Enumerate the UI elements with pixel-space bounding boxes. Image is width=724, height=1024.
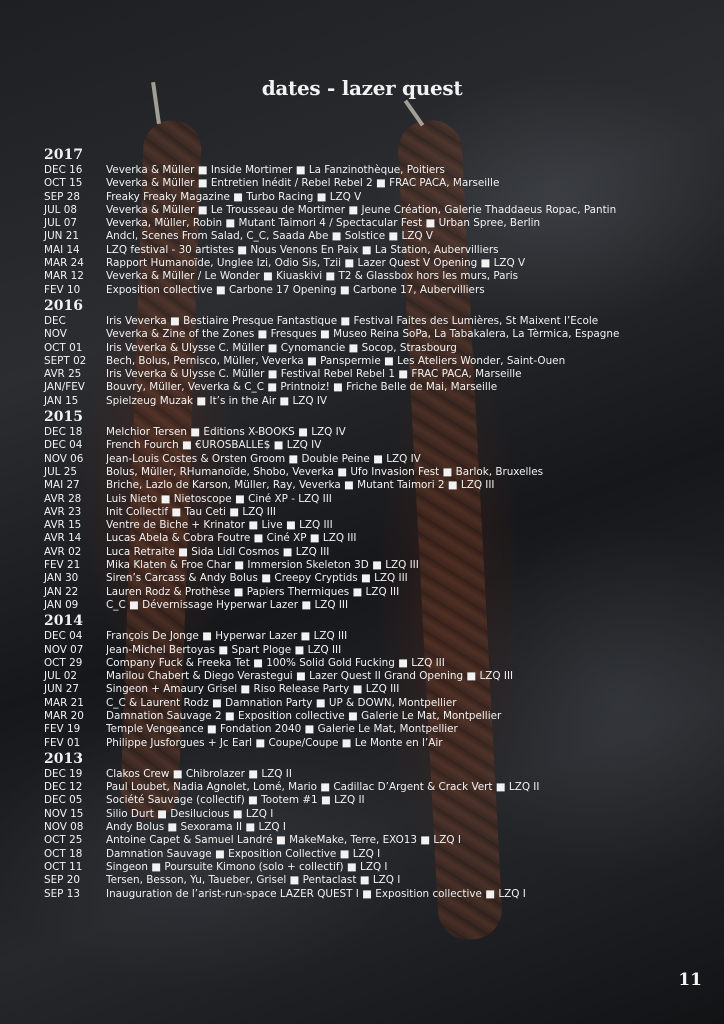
event-entry (44, 861, 694, 874)
year-heading: 2017 (44, 147, 83, 163)
event-entry (44, 586, 694, 599)
event-entry (44, 164, 694, 177)
event-entry (44, 493, 694, 506)
event-entry (44, 270, 694, 283)
event-entry (44, 644, 694, 657)
event-date: MAR 21 (44, 696, 84, 709)
event-entry (44, 848, 694, 861)
event-description: C_C & Laurent Rodz ■ Damnation Party ■ UP & DOWN, Montpellier (106, 696, 457, 709)
event-description: Briche, Lazlo de Karson, Müller, Ray, Veverka ■ Mutant Taimori 2 ■ LZQ III (106, 479, 495, 492)
event-description: Bolus, Müller, RHumanoïde, Shobo, Veverka ■ Ufo Invasion Fest ■ Barlok, Bruxelles (106, 465, 544, 478)
event-entry (44, 559, 694, 572)
event-entry (44, 821, 694, 834)
event-description: Mika Klaten & Froe Char ■ Immersion Skeleton 3D ■ LZQ III (106, 559, 419, 572)
event-description: Ventre de Biche + Krinator ■ Live ■ LZQ III (106, 519, 333, 532)
event-entry (44, 794, 694, 807)
event-description: Veverka & Müller ■ Inside Mortimer ■ La Fanzinothèque, Poitiers (106, 164, 445, 176)
event-date: JAN 30 (44, 572, 79, 585)
event-date: MAI 14 (44, 243, 80, 256)
event-description: Bouvry, Müller, Veverka & C_C ■ Printnoiz! ■ Friche Belle de Mai, Marseille (106, 381, 498, 394)
event-description: Damnation Sauvage ■ Exposition Collective ■ LZQ I (106, 847, 381, 860)
event-description: Andcl, Scenes From Salad, C_C, Saada Abe ■ Solstice ■ LZQ V (106, 230, 434, 243)
event-description: Antoine Capet & Samuel Landré ■ MakeMake, Terre, EXO13 ■ LZQ I (106, 834, 461, 847)
event-date: AVR 15 (44, 519, 82, 532)
event-description: LZQ festival - 30 artistes ■ Nous Venons En Paix ■ La Station, Aubervilliers (106, 243, 499, 256)
event-entry (44, 342, 694, 355)
event-description: Melchior Tersen ■ Éditions X-BOOKS ■ LZQ IV (106, 426, 346, 439)
event-description: Singeon ■ Poursuite Kimono (solo + collectif) ■ LZQ I (106, 860, 388, 873)
event-date: FEV 21 (44, 559, 81, 572)
year-heading: 2014 (44, 613, 83, 630)
event-entry (44, 572, 694, 585)
event-description: Siren’s Carcass & Andy Bolus ■ Creepy Cryptids ■ LZQ III (106, 572, 408, 585)
event-entry (44, 834, 694, 847)
event-date: SEP 28 (44, 190, 80, 203)
event-entry (44, 737, 694, 750)
event-entry (44, 683, 694, 696)
event-description: Iris Veverka & Ulysse C. Müller ■ Cynomancie ■ Socop, Strasbourg (106, 341, 457, 354)
event-entry (44, 768, 694, 781)
event-date: NOV (44, 328, 67, 341)
event-date: OCT 25 (44, 834, 83, 847)
event-entry (44, 710, 694, 723)
event-entry (44, 479, 694, 492)
event-description: Rapport Humanoïde, Unglee Izi, Odio Sis, Tzii ■ Lazer Quest V Opening ■ LZQ V (106, 257, 526, 270)
event-date: DEC 04 (44, 630, 83, 643)
event-date: MAR 20 (44, 709, 84, 722)
event-description: Lauren Rodz & Prothèse ■ Papiers Thermiques ■ LZQ III (106, 585, 400, 598)
event-entry (44, 439, 694, 452)
event-date: OCT 15 (44, 177, 83, 190)
event-date: JUL 25 (44, 465, 77, 478)
event-description: Marilou Chabert & Diego Verastegui ■ Lazer Quest II Grand Opening ■ LZQ III (106, 670, 514, 683)
event-description: Veverka & Müller ■ Le Trousseau de Mortimer ■ Jeune Création, Galerie Thaddaeus Ropac, Pantin (106, 203, 617, 216)
event-description: Init Collectif ■ Tau Ceti ■ LZQ III (106, 505, 276, 518)
event-date: AVR 23 (44, 505, 82, 518)
event-entry (44, 395, 694, 408)
event-description: Veverka & Zine of the Zones ■ Fresques ■ Museo Reina SoPa, La Tabakalera, La Tèrmica, Espagne (106, 328, 620, 341)
event-date: JUL 07 (44, 217, 77, 230)
event-entry (44, 506, 694, 519)
event-entry (44, 315, 694, 328)
event-date: MAI 27 (44, 479, 80, 492)
event-description: Clakos Crew ■ Chibrolazer ■ LZQ II (106, 767, 292, 780)
event-entry (44, 657, 694, 670)
event-entry (44, 368, 694, 381)
event-description: Spielzeug Muzak ■ It’s in the Air ■ LZQ IV (106, 394, 328, 407)
event-date: FEV 19 (44, 723, 81, 736)
event-entry (44, 781, 694, 794)
event-description: Andy Bolus ■ Sexorama II ■ LZQ I (106, 821, 286, 834)
event-date: NOV 06 (44, 452, 84, 465)
event-description: Philippe Jusforgues + Jc Earl ■ Coupe/Coupe ■ Le Monte en l’Air (106, 736, 443, 749)
event-date: MAR 24 (44, 257, 84, 270)
event-date: AVR 14 (44, 532, 82, 545)
event-entry (44, 630, 694, 643)
event-date: JUN 21 (44, 230, 79, 243)
event-description: Luis Nieto ■ Nietoscope ■ Ciné XP - LZQ III (106, 492, 332, 505)
event-date: OCT 29 (44, 656, 83, 669)
event-date: JUL 08 (44, 203, 77, 216)
event-date: NOV 15 (44, 807, 84, 820)
event-entry (44, 599, 694, 612)
page-number: 11 (678, 970, 702, 990)
event-date: DEC 04 (44, 439, 83, 452)
event-entry (44, 546, 694, 559)
event-date: JAN/FEV (44, 381, 85, 394)
page-title: dates - lazer quest (261, 76, 463, 100)
event-description: Veverka & Müller ■ Entretien Inédit / Rebel Rebel 2 ■ FRAC PACA, Marseille (106, 177, 500, 190)
event-entry (44, 191, 694, 204)
event-entry (44, 381, 694, 394)
year-heading: 2013 (44, 750, 83, 767)
event-date: DEC (44, 314, 66, 327)
event-date: AVR 28 (44, 492, 82, 505)
event-entry (44, 204, 694, 217)
event-entry (44, 723, 694, 736)
event-date: DEC 16 (44, 164, 83, 176)
event-description: Silio Durt ■ Desilucious ■ LZQ I (106, 807, 274, 820)
event-description: Paul Loubet, Nadia Agnolet, Lomé, Mario ■ Cadillac D’Argent & Crack Vert ■ LZQ II (106, 781, 540, 794)
event-date: DEC 18 (44, 426, 83, 439)
event-date: FEV 10 (44, 283, 81, 296)
event-entry (44, 230, 694, 243)
event-entry (44, 453, 694, 466)
event-description: Freaky Freaky Magazine ■ Turbo Racing ■ LZQ V (106, 190, 362, 203)
event-description: Bech, Bolus, Pernisco, Müller, Veverka ■ Panspermie ■ Les Ateliers Wonder, Saint-Ouen (106, 354, 566, 367)
year-heading: 2016 (44, 297, 83, 314)
event-entry (44, 466, 694, 479)
event-description: Société Sauvage (collectif) ■ Tootem #1 ■ LZQ II (106, 794, 365, 807)
year-heading: 2015 (44, 409, 83, 426)
event-entry (44, 670, 694, 683)
event-entry (44, 874, 694, 887)
event-entry (44, 808, 694, 821)
event-entry (44, 328, 694, 341)
event-description: Veverka, Müller, Robin ■ Mutant Taimori 4 / Spectacular Fest ■ Urban Spree, Berlin (106, 217, 541, 230)
event-date: NOV 07 (44, 643, 84, 656)
event-date: AVR 02 (44, 545, 82, 558)
event-entry (44, 532, 694, 545)
event-date: AVR 25 (44, 368, 82, 381)
event-date: SEP 20 (44, 874, 80, 887)
event-description: Lucas Abela & Cobra Foutre ■ Ciné XP ■ LZQ III (106, 532, 357, 545)
event-date: SEP 13 (44, 887, 80, 900)
event-date: JAN 22 (44, 585, 79, 598)
event-entry (44, 284, 694, 297)
event-date: DEC 05 (44, 794, 83, 807)
event-description: Temple Vengeance ■ Fondation 2040 ■ Galerie Le Mat, Montpellier (106, 723, 458, 736)
event-description: Iris Veverka & Ulysse C. Müller ■ Festival Rebel Rebel 1 ■ FRAC PACA, Marseille (106, 368, 522, 381)
event-date: JUN 27 (44, 683, 79, 696)
event-date: OCT 01 (44, 341, 83, 354)
event-date: JAN 15 (44, 394, 79, 407)
event-description: Jean-Louis Costes & Orsten Groom ■ Double Peine ■ LZQ IV (106, 452, 421, 465)
event-description: Jean-Michel Bertoyas ■ Spart Ploge ■ LZQ III (106, 643, 342, 656)
event-description: Singeon + Amaury Grisel ■ Riso Release Party ■ LZQ III (106, 683, 400, 696)
event-date: OCT 18 (44, 847, 83, 860)
event-description: Inauguration de l’arist-run-space LAZER QUEST I ■ Exposition collective ■ LZQ I (106, 887, 526, 900)
event-date: OCT 11 (44, 860, 83, 873)
event-date: JUL 02 (44, 670, 77, 683)
event-description: C_C ■ Dévernissage Hyperwar Lazer ■ LZQ III (106, 598, 349, 611)
event-description: French Fourch ■ €UROSBALLE$ ■ LZQ IV (106, 439, 322, 452)
event-date: NOV 08 (44, 821, 84, 834)
event-entry (44, 519, 694, 532)
dates-list (44, 146, 694, 901)
event-entry (44, 888, 694, 901)
event-entry (44, 355, 694, 368)
event-description: Luca Retraite ■ Sida Lidl Cosmos ■ LZQ III (106, 545, 330, 558)
event-description: Exposition collective ■ Carbone 17 Opening ■ Carbone 17, Aubervilliers (106, 283, 485, 296)
event-date: JAN 09 (44, 598, 79, 611)
event-description: Damnation Sauvage 2 ■ Exposition collective ■ Galerie Le Mat, Montpellier (106, 709, 502, 722)
event-date: FEV 01 (44, 736, 81, 749)
event-description: Veverka & Müller / Le Wonder ■ Kiuaskivi ■ T2 & Glassbox hors les murs, Paris (106, 270, 519, 283)
event-entry (44, 697, 694, 710)
event-date: DEC 12 (44, 781, 83, 794)
event-date: MAR 12 (44, 270, 84, 283)
event-description: Iris Veverka ■ Bestiaire Presque Fantastique ■ Festival Faites des Lumières, St Maixent l’Ecole (106, 314, 599, 327)
event-date: SEPT 02 (44, 354, 87, 367)
event-entry (44, 257, 694, 270)
event-description: Tersen, Besson, Yu, Taueber, Grisel ■ Pentaclast ■ LZQ I (106, 874, 401, 887)
event-entry (44, 177, 694, 190)
event-entry (44, 426, 694, 439)
event-description: François De Jonge ■ Hyperwar Lazer ■ LZQ III (106, 630, 348, 643)
right-candle-wick (404, 100, 424, 127)
event-entry (44, 217, 694, 230)
event-date: DEC 19 (44, 767, 83, 780)
event-entry (44, 244, 694, 257)
event-description: Company Fuck & Freeka Tet ■ 100% Solid Gold Fucking ■ LZQ III (106, 656, 445, 669)
